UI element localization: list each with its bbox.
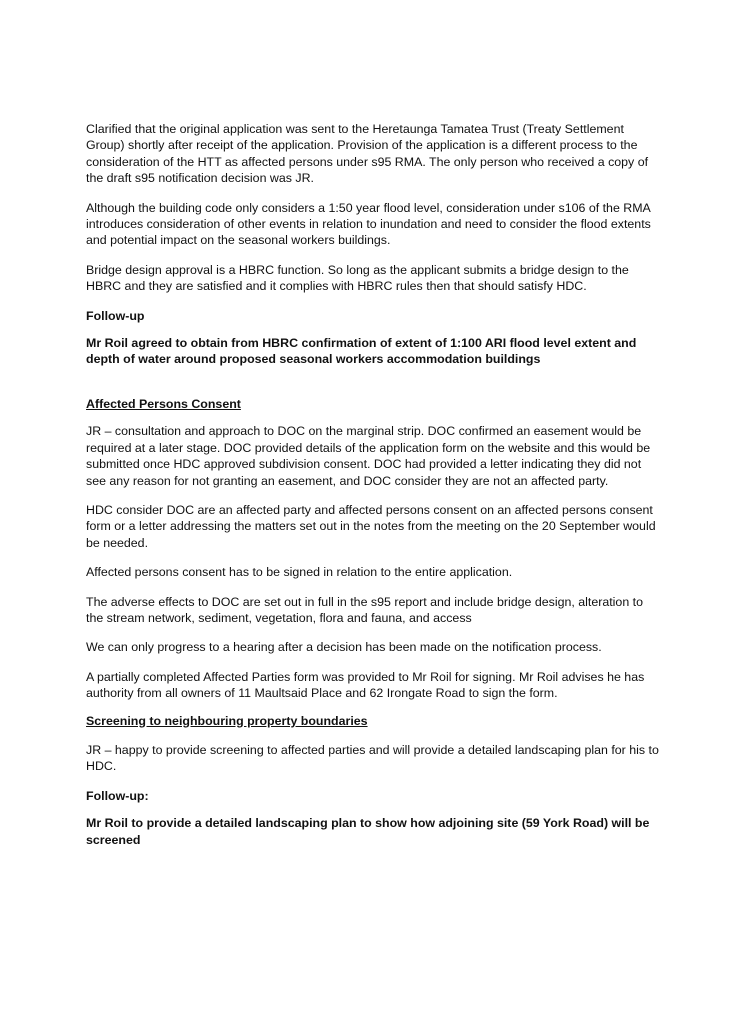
paragraph-hdc-consider-doc: HDC consider DOC are an affected party and affected persons consent on an affected persons consent form or a letter addressing the matters set out in the notes from the meeting on the 20 September would be needed. [86,502,656,550]
paragraph-hearing-progress: We can only progress to a hearing after a decision has been made on the notification process. [86,640,602,655]
paragraph-doc-consultation: JR – consultation and approach to DOC on the marginal strip. DOC confirmed an easement would be required at a later stage. DOC provided details of the application form on the website and this would be submitted once HDC approved subdivision consent. DOC had provided a letter indicating they did not see any reason for not granting an easement, and DOC consider they are not an affected party. [86,424,651,488]
document-page [86,121,660,848]
follow-up-label-2: Follow-up: [86,788,149,803]
paragraph-consent-signed: Affected persons consent has to be signed in relation to the entire application. [86,565,513,580]
paragraph-affected-parties-form: A partially completed Affected Parties form was provided to Mr Roil for signing. Mr Roil advises he has authority from all owners of 11 Maultsaid Place and 62 Irongate Road to sign the form. [86,669,645,701]
section-heading-screening: Screening to neighbouring property boundaries [86,713,368,728]
follow-up-action-landscaping: Mr Roil to provide a detailed landscaping plan to show how adjoining site (59 York Road) will be screened [86,816,650,847]
section-heading-affected-persons-consent: Affected Persons Consent [86,396,241,411]
follow-up-label: Follow-up [86,308,145,323]
paragraph-flood-level: Although the building code only considers a 1:50 year flood level, consideration under s106 of the RMA introduces consideration of other events in relation to inundation and need to consider the flood extents and potential impact on the seasonal workers buildings. [86,200,651,248]
paragraph-adverse-effects: The adverse effects to DOC are set out in full in the s95 report and include bridge design, alteration to the stream network, sediment, vegetation, flora and fauna, and access [86,594,643,625]
paragraph-htt-application: Clarified that the original application was sent to the Heretaunga Tamatea Trust (Treaty Settlement Group) shortly after receipt of the application. Provision of the application is a different process to the consideration of the HTT as affected persons under s95 RMA. The only person who received a copy of the draft s95 notification decision was JR. [86,122,649,186]
paragraph-bridge-design: Bridge design approval is a HBRC function. So long as the applicant submits a bridge design to the HBRC and they are satisfied and it complies with HBRC rules then that should satisfy HDC. [86,262,629,294]
paragraph-screening: JR – happy to provide screening to affected parties and will provide a detailed landscaping plan for his to HDC. [86,742,659,774]
follow-up-action-flood: Mr Roil agreed to obtain from HBRC confirmation of extent of 1:100 ARI flood level extent and depth of water around proposed seasonal workers accommodation buildings [86,336,637,367]
